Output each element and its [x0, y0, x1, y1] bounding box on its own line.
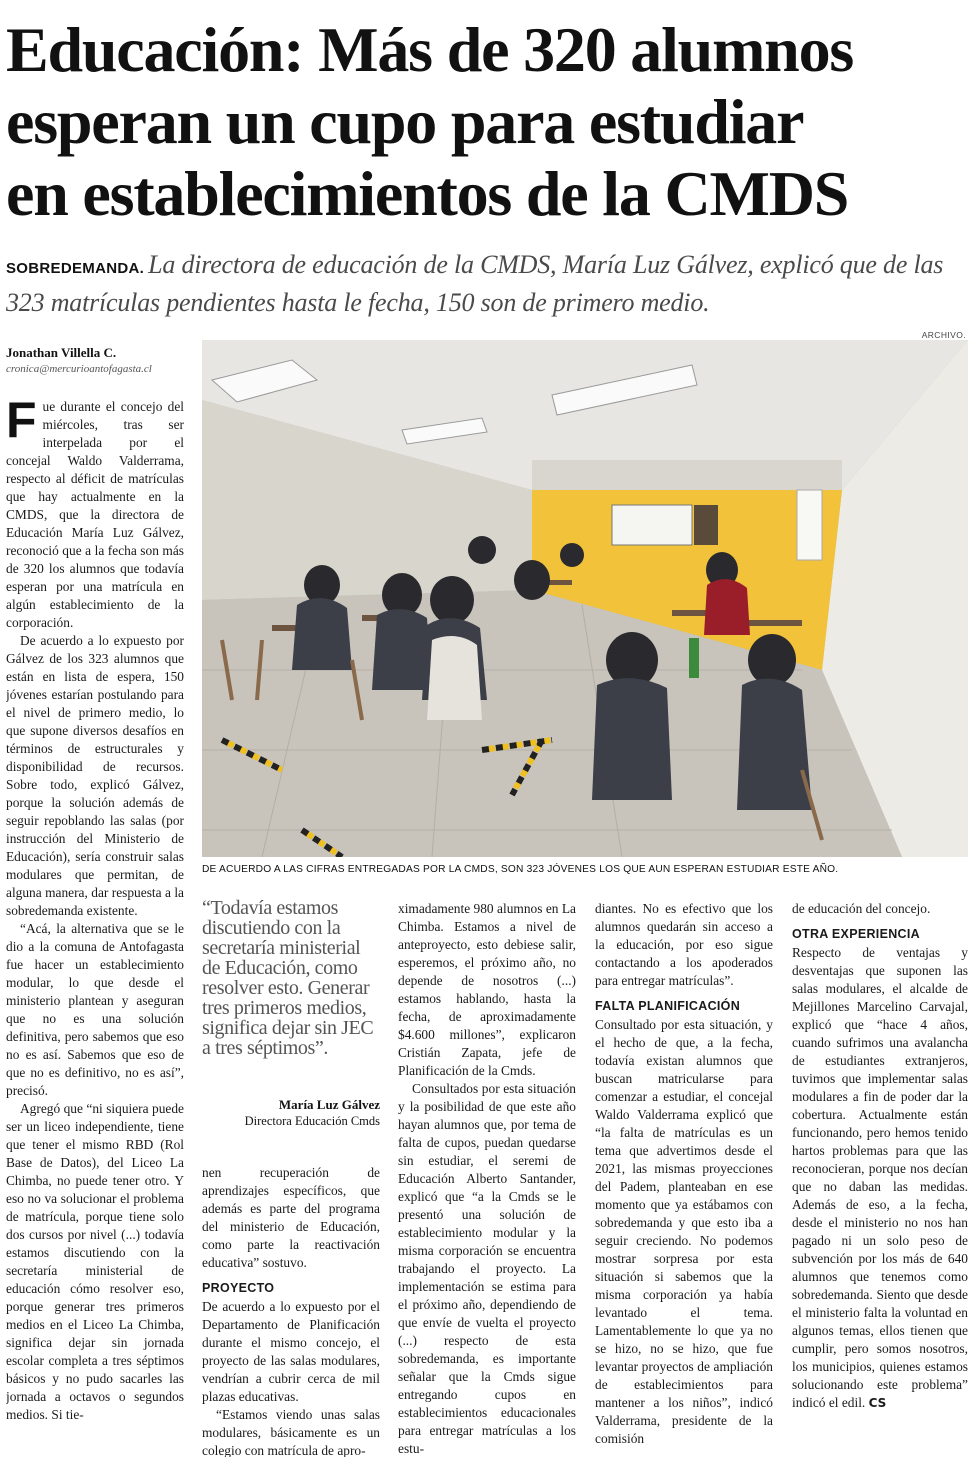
paragraph: De acuerdo a lo expuesto por Gálvez de los 323 alumnos que están en lista de espera, 150 jóvenes estarían postulando para el nivel de primero medio, lo que supone diversos desafíos en términos de estructurales y disponibilidad de recursos. Sobre todo, explicó Gálvez, porque la solución además de seguir repoblando las salas (por instrucción del Ministerio de Educación), sería construir salas modulares que permitan, de alguna manera, dar respuesta a la sobredemanda existente.	[6, 633, 184, 918]
lede-kicker: SOBREDEMANDA.	[6, 260, 145, 277]
paragraph: nen recuperación de aprendizajes específicos, que además es parte del programa del ministerio de Educación, como parte la reactivación educativa” sostuvo.	[202, 1165, 380, 1270]
paragraph: “Acá, la alternativa que se le dio a la comuna de Antofagasta fue hacer un establecimiento modular, lo que desde el ministerio plantean y aseguran que no es una solución definitiva, pero sabemos que eso no es así. Sabemos que eso de que no es definitivo, no es así”, precisó.	[6, 921, 184, 1098]
article-column-4	[595, 900, 773, 1448]
paragraph: Consultados por esta situación y la posibilidad de que este año hayan alumnos que, por tema de falta de cupos, puedan quedarse sin estudiar, el seremi de Educación Alberto Santander, explicó que “a la Cmds se le presentó una solución de establecimiento modular y la misma corporación se encuentra trabajando el proyecto. La implementación se estima para el próximo año, dependiendo de que envíe de vuelta el proyecto (...) respecto de esta sobredemanda, es importante señalar que la Cmds sigue entregando cupos en establecimientos educacionales para entregar matrículas a los estu-	[398, 1081, 576, 1456]
pull-quote-role: Directora Educación Cmds	[244, 1114, 380, 1128]
byline-email[interactable]: cronica@mercurioantofagasta.cl	[6, 363, 152, 375]
paragraph: Agregó que “ni siquiera puede ser un liceo independiente, tiene que tener el mismo RBD (Rol Base de Datos), del Liceo La Chimba, no puede tener otro. Y eso no va solucionar el problema de matrícula, porque tiene solo dos cursos por nivel (...) todavía estamos discutiendo con la secretaría ministerial de educación cómo resolver eso, porque generar tres primeros medios en el Liceo La Chimba, significa dejar sin jornada escolar completa a tres séptimos básicos y no pudo sacarles las jornada a octavos o segundos medios. Si tie-	[6, 1101, 184, 1422]
subhead-proyecto: PROYECTO	[202, 1281, 275, 1295]
article-column-2	[202, 1164, 380, 1457]
photo-caption: DE ACUERDO A LAS CIFRAS ENTREGADAS POR LA CMDS, SON 323 JÓVENES LOS QUE AUN ESPERAN ESTUDIAR ESTE AÑO.	[202, 864, 839, 875]
end-mark: CS	[868, 1396, 887, 1410]
paragraph-text: Respecto de ventajas y desventajas que suponen las salas modulares, el alcalde de Mejillones Marcelino Carvajal, explicó que “hace 4 años, cuando sufrimos una avalancha de estudiantes extranjeros, tuvimos que implementar salas modulares a fin de poder dar la cobertura. Actualmente están funcionando, pero hemos tenido hartos problemas para que las reconocieran, porque nos decían que no daban las medidas. Además de eso, a la fecha, desde el ministerio no nos han pagado ni un solo peso de subvención por los más de 640 alumnos que tenemos como sobredemanda. Siento que desde el ministerio falta la voluntad en algunos temas, ellos tienen que cumplir, pero somos nosotros, los municipios, quienes estamos solucionando este problema” indicó el edil.	[792, 945, 968, 1410]
paragraph	[6, 398, 184, 632]
article-column-3	[398, 900, 576, 1457]
paragraph: de educación del concejo.	[792, 901, 931, 916]
headline-line-1: Educación: Más de 320 alumnos	[6, 14, 854, 85]
pull-quote-name: María Luz Gálvez	[278, 1097, 380, 1112]
paragraph: “Estamos viendo unas salas modulares, básicamente es un colegio con matrícula de apro-	[202, 1407, 380, 1457]
paragraph	[792, 944, 968, 1412]
article-column-1	[6, 398, 184, 1443]
headline-line-3: en establecimientos de la CMDS	[6, 158, 849, 229]
subhead-otra-experiencia: OTRA EXPERIENCIA	[792, 927, 920, 941]
headline	[6, 14, 966, 230]
headline-line-2: esperan un cupo para estudiar	[6, 86, 804, 157]
paragraph: ximadamente 980 alumnos en La Chimba. Estamos a nivel de anteproyecto, esto debiese salir, esperemos, el próximo año, no depende de nosotros (...) estamos hablando, hasta la fecha, de aproximadamente $4.600 millones”, explicaron Cristián Zapata, jefe de Planificación de la Cmds.	[398, 901, 576, 1078]
drop-cap: F	[6, 398, 37, 448]
byline	[6, 345, 196, 377]
paragraph: De acuerdo a lo expuesto por el Departamento de Planificación durante el mismo concejo, el proyecto de las salas modulares, vendrían a cubrir cerca de mil plazas educativas.	[202, 1299, 380, 1404]
paragraph-text: ue durante el concejo del miércoles, tras ser interpelada por el concejal Waldo Valderrama, respecto al déficit de matrículas que hay actualmente en la CMDS, que la directora de Educación María Luz Gálvez, reconoció que a la fecha son más de 320 los alumnos que todavía esperan por una matrícula en algún establecimiento de la corporación.	[6, 399, 184, 630]
classroom-photo	[202, 340, 968, 857]
lede-text: La directora de educación de la CMDS, María Luz Gálvez, explicó que de las 323 matrículas pendientes hasta le fecha, 150 son de primero medio.	[6, 250, 944, 317]
lede	[6, 248, 968, 320]
photo-credit: ARCHIVO.	[921, 330, 966, 340]
article-column-5	[792, 900, 968, 1412]
paragraph: diantes. No es efectivo que los alumnos quedarán sin acceso a la educación, por eso sigue contactando a los apoderados para entregar matrículas”.	[595, 901, 773, 988]
pull-quote-text: “Todavía estamos discutiendo con la secretaría ministerial de Educación, como resolver esto. Generar tres primeros medios, significa dejar sin JEC a tres séptimos”.	[202, 897, 374, 1059]
paragraph: Consultado por esta situación, y el hecho de que, a la fecha, todavía existan alumnos que buscan matricularse para comenzar a estudiar, el concejal Waldo Valderrama explicó que “la falta de matrículas es un tema que advertimos desde el 2021, las mismas proyecciones del Padem, planteaban en ese momento que ya estábamos con sobredemanda y que esto iba a seguir creciendo. No podemos mostrar sorpresa por esta situación si sabemos que la misma corporación ya había levantado el tema. Lamentablemente lo que ya no se hizo, no se hizo, que fue levantar proyectos de ampliación de establecimientos para mantener a los niños”, indicó Valderrama, presidente de la comisión	[595, 1017, 773, 1446]
byline-author: Jonathan Villella C.	[6, 345, 117, 360]
pull-quote	[202, 898, 380, 1130]
subhead-falta-planificacion: FALTA PLANIFICACIÓN	[595, 999, 741, 1013]
